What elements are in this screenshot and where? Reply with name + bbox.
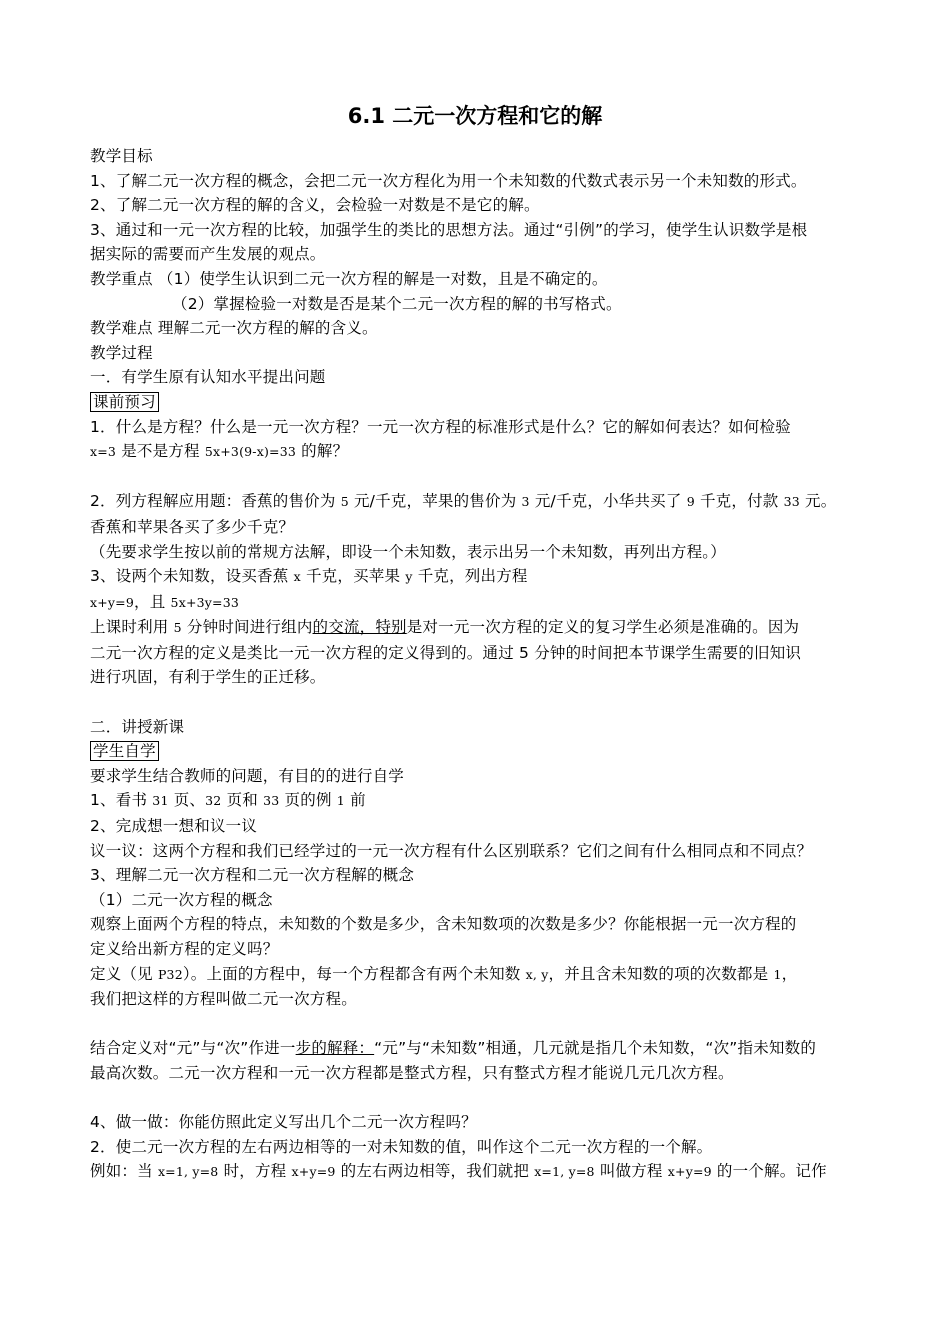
focus-line-1: 教学重点 （1）使学生认识到二元一次方程的解是一对数，且是不确定的。 [90,269,608,288]
question-2-line-1: 2．列方程解应用题：香蕉的售价为 5 元/千克，苹果的售价为 3 元/千克，小华共买了 9 千克，付款 33 元。 [90,492,837,511]
goals-heading: 教学目标 [90,147,153,165]
question-1-line-1: 1．什么是方程？什么是一元一次方程？一元一次方程的标准形式是什么？它的解如何表达？如何检验 [90,417,791,436]
solution-definition: 2．使二元一次方程的左右两边相等的一对未知数的值，叫作这个二元一次方程的一个解。 [90,1137,713,1156]
spacer [90,1086,880,1111]
step-4: 4、做一做：你能仿照此定义写出几个二元一次方程吗？ [90,1113,477,1132]
preview-box-label: 课前预习 [90,392,159,412]
goal-item: 据实际的需要而产生发展的观点。 [90,245,326,264]
process-heading: 教学过程 [90,343,153,362]
difficulty-line: 教学难点 理解二元一次方程的解的含义。 [90,319,378,338]
self-study-intro: 要求学生结合教师的问题，有目的的进行自学 [90,766,405,785]
definition-line-2: 我们把这样的方程叫做二元一次方程。 [90,990,357,1009]
focus-line-2: （2）掌握检验一对数是否是某个二元一次方程的解的书写格式。 [172,294,622,313]
note-line-3: 进行巩固，有利于学生的正迁移。 [90,668,326,687]
question-2-line-2: 香蕉和苹果各买了多少千克？ [90,517,295,536]
question-3-line-1: 3、设两个未知数，设买香蕉 x 千克，买苹果 y 千克，列出方程 [90,567,528,586]
spacer [90,690,880,715]
step-2: 2、完成想一想和议一议 [90,817,258,836]
step-3: 3、理解二元一次方程和二元一次方程解的概念 [90,866,415,885]
note-line-2: 二元一次方程的定义是类比一元一次方程的定义得到的。通过 5 分钟的时间把本节课学生需要的旧知识 [90,643,802,662]
explain-line-2: 最高次数。二元一次方程和一元一次方程都是整式方程，只有整式方程才能说几元几次方程。 [90,1063,734,1082]
preview-box-line [90,390,880,415]
example-line: 例如：当 x=1, y=8 时，方程 x+y=9 的左右两边相等，我们就把 x=1, y=8 叫做方程 x+y=9 的一个解。记作 [90,1162,827,1181]
note-line-1: 上课时利用 5 分钟时间进行组内的交流，特别是对一元一次方程的定义的复习学生必须是准确的。因为 [90,618,800,637]
observe-line-2: 定义给出新方程的定义吗？ [90,940,279,958]
goal-item: 2、了解二元一次方程的解的含义，会检验一对数是不是它的解。 [90,196,540,215]
question-1-line-2: x=3 是不是方程 5x+3(9-x)=33 的解？ [90,442,349,461]
question-3-equations: x+y=9，且 5x+3y=33 [90,592,240,611]
question-2-note: （先要求学生按以前的常规方法解，即设一个未知数，表示出另一个未知数，再列出方程。） [90,542,726,561]
discuss-line: 议一议：这两个方程和我们已经学过的一元一次方程有什么区别联系？它们之间有什么相同点和不同点？ [90,841,813,860]
step-1: 1、看书 31 页、32 页和 33 页的例 1 前 [90,791,366,810]
spacer [90,465,880,490]
step-3-1: （1）二元一次方程的概念 [90,890,273,909]
self-study-box-label: 学生自学 [90,741,159,761]
part2-heading: 二．讲授新课 [90,717,185,736]
explain-line-1: 结合定义对“元”与“次”作进一步的解释：“元”与“未知数”相通，几元就是指几个未知数，“次”指未知数的 [90,1039,817,1058]
definition-line-1: 定义（见 P32）。上面的方程中，每一个方程都含有两个未知数 x, y，并且含未知数的项的次数都是 1， [90,964,798,983]
observe-line-1: 观察上面两个方程的特点，未知数的个数是多少，含未知数项的次数是多少？你能根据一元一次方程的 [90,915,797,934]
self-study-box-line [90,739,880,764]
goal-item: 3、通过和一元一次方程的比较，加强学生的类比的思想方法。通过“引例”的学习，使学生认识数学是根 [90,220,808,239]
goal-item: 1、了解二元一次方程的概念，会把二元一次方程化为用一个未知数的代数式表示另一个未知数的形式。 [90,171,807,190]
lesson-content [90,144,880,1185]
spacer [90,1012,880,1037]
page-title: 6.1 二元一次方程和它的解 [347,104,603,128]
part1-heading: 一．有学生原有认知水平提出问题 [90,368,326,387]
